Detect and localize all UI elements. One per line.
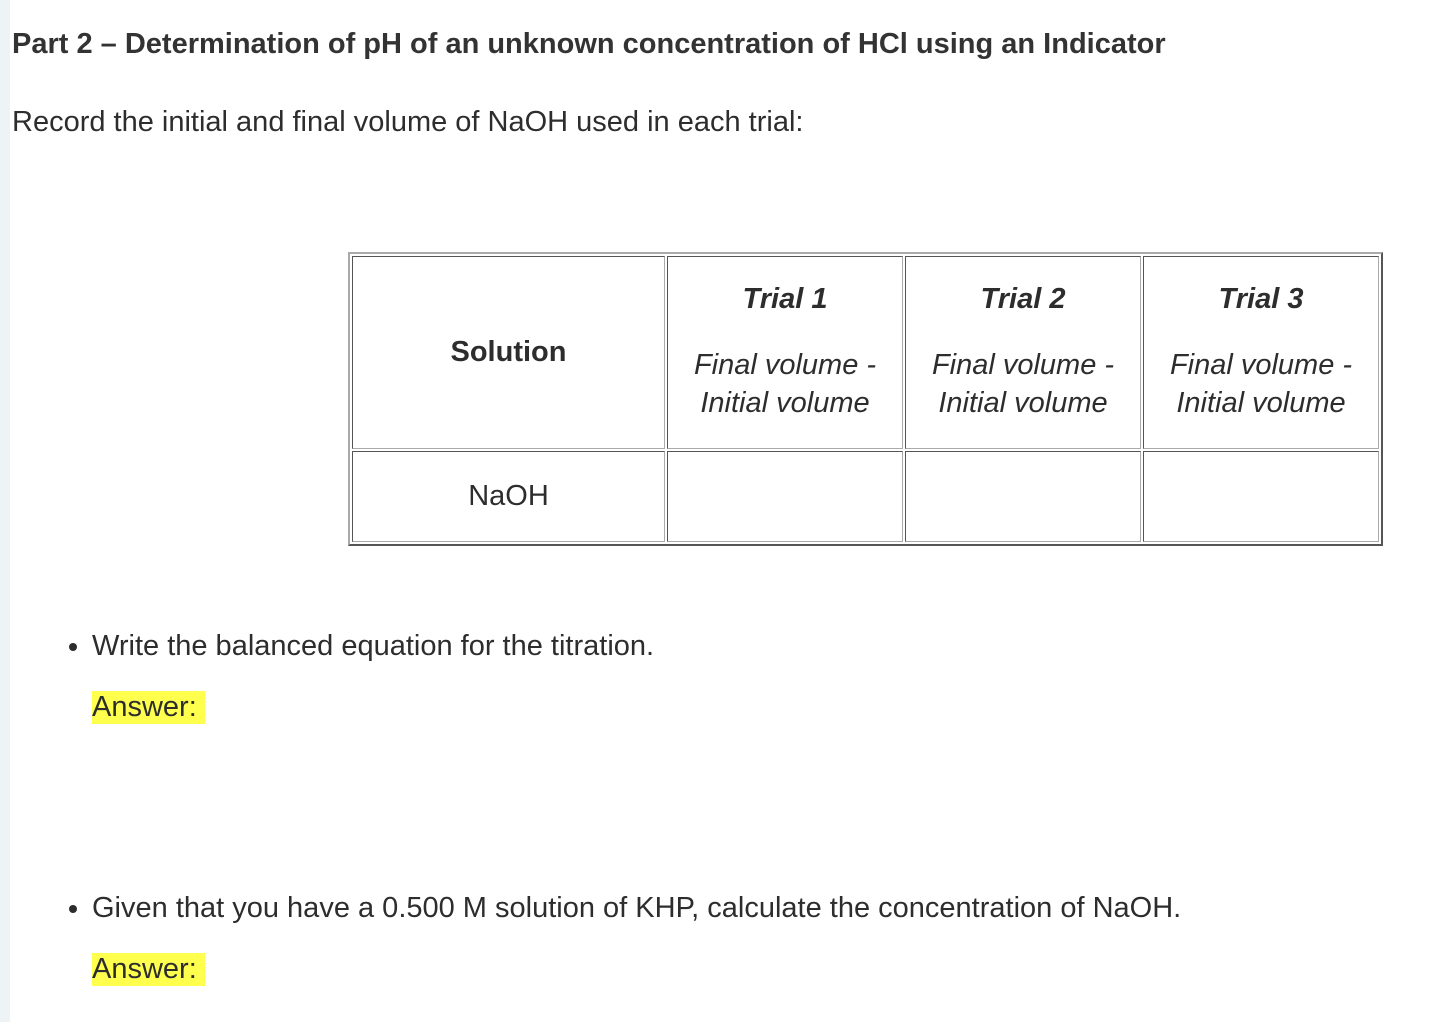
table-row [352, 451, 1379, 542]
list-item [92, 630, 1181, 892]
answer-label: Answer: [92, 691, 205, 724]
intro-text: Record the initial and final volume of NaOH used in each trial: [12, 106, 804, 138]
table-header-row [352, 256, 1379, 449]
left-rail [0, 0, 10, 1022]
question-text: • Given that you have a 0.500 M solution of KHP, calculate the concentration of NaOH. [92, 892, 1182, 924]
question-text: • Write the balanced equation for the titration. [92, 630, 655, 662]
page-title: Part 2 – Determination of pH of an unknown concentration of HCl using an Indicator [12, 28, 1166, 60]
trial-2-value-cell[interactable] [905, 451, 1141, 542]
header-solution [352, 256, 665, 449]
trial-title: Trial 1 [742, 283, 828, 315]
header-solution-label: Solution [450, 336, 567, 368]
trial-subtitle-line2: Initial volume [700, 387, 870, 419]
trial-subtitle-line1: Final volume - [931, 349, 1115, 381]
trial-title: Trial 2 [980, 283, 1066, 315]
document-body [12, 0, 1442, 1022]
answer-label: Answer: [92, 953, 205, 986]
list-item [92, 892, 1181, 986]
trial-title: Trial 3 [1218, 283, 1304, 315]
trial-subtitle-line2: Initial volume [938, 387, 1108, 419]
trial-3-value-cell[interactable] [1143, 451, 1379, 542]
question-list [12, 630, 1181, 986]
header-trial-2 [905, 256, 1141, 449]
trial-subtitle-line2: Initial volume [1176, 387, 1346, 419]
trials-table [348, 252, 1383, 546]
trial-subtitle-line1: Final volume - [693, 349, 877, 381]
header-trial-3 [1143, 256, 1379, 449]
trial-1-value-cell[interactable] [667, 451, 903, 542]
header-trial-1 [667, 256, 903, 449]
row-solution-cell: NaOH [352, 451, 665, 542]
trial-subtitle-line1: Final volume - [1169, 349, 1353, 381]
